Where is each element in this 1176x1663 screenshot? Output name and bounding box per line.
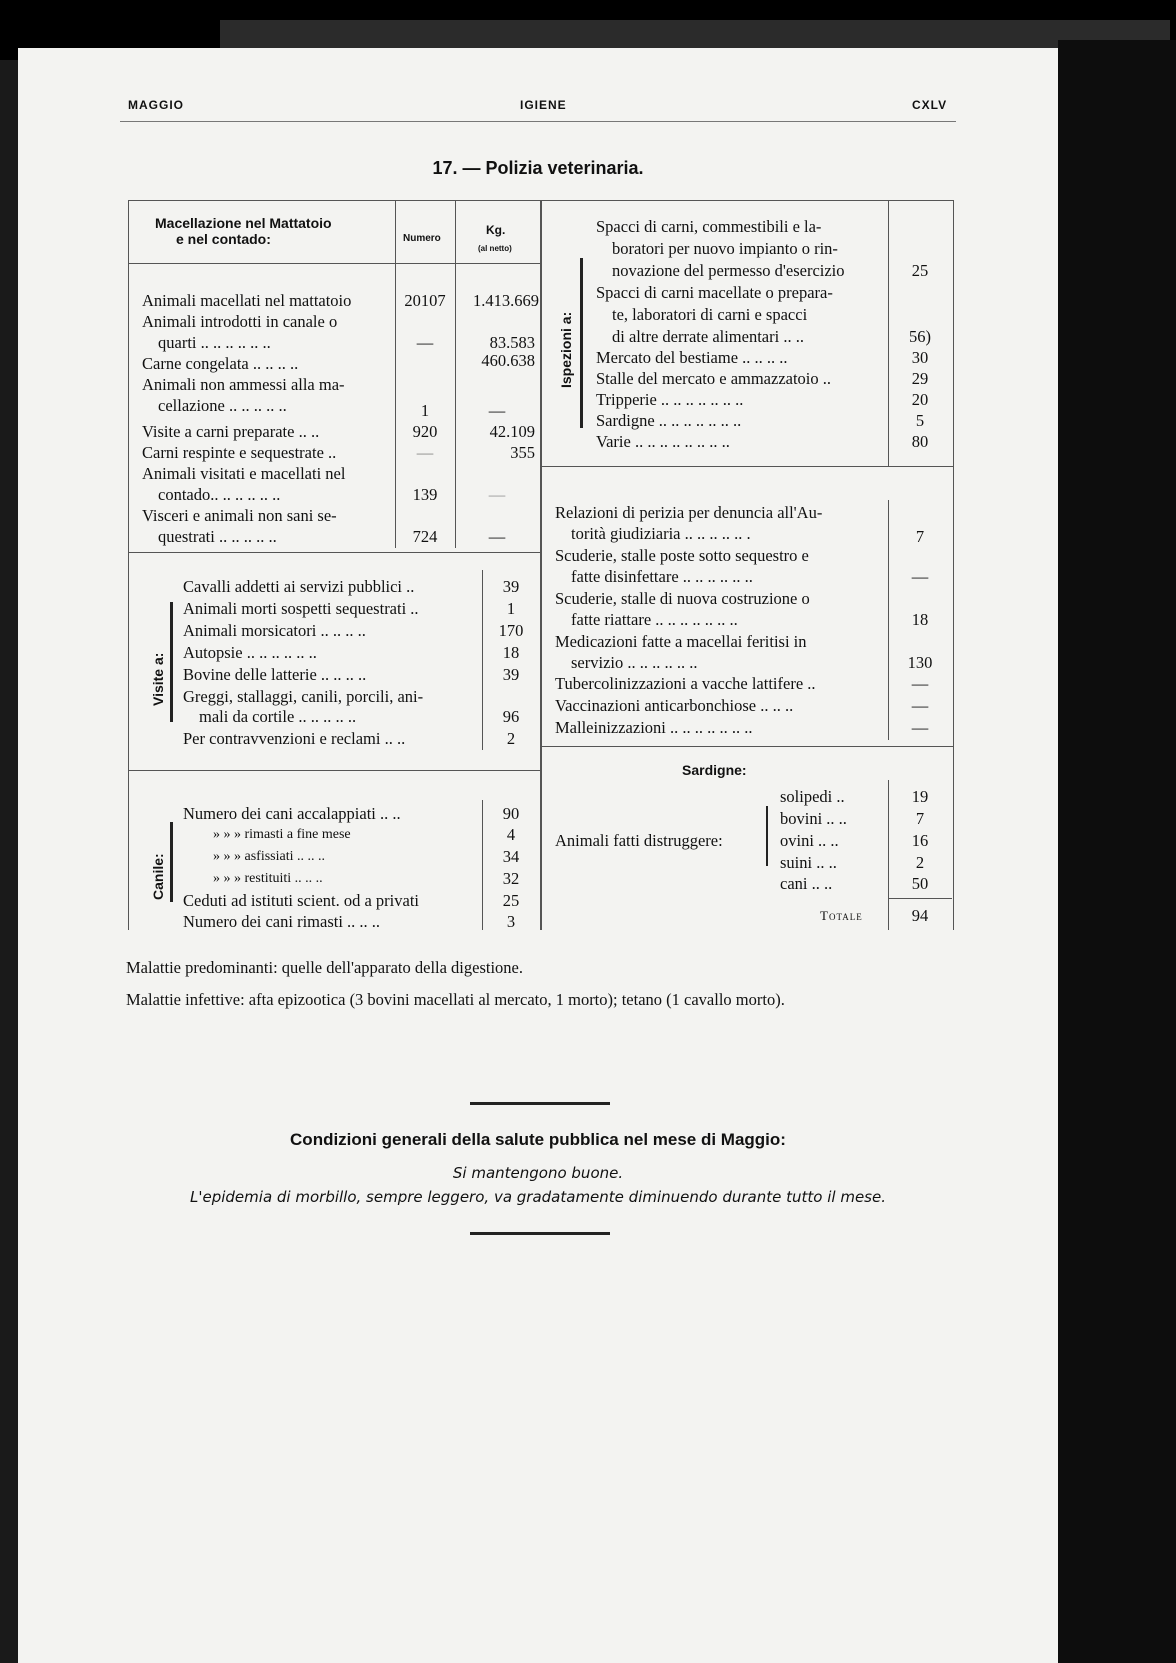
relazioni-row-label: fatte disinfettare .. .. .. .. .. .. (571, 567, 753, 586)
canile-row-value: 25 (502, 891, 520, 910)
canile-row-label: » » » rimasti a fine mese (213, 827, 351, 842)
malattie-predominanti: Malattie predominanti: quelle dell'apparato della digestione. (126, 958, 524, 977)
ispezioni-row-label: Tripperie .. .. .. .. .. .. .. (596, 390, 744, 409)
relazioni-row-label: servizio .. .. .. .. .. .. (571, 653, 698, 672)
canile-row-value: 4 (506, 825, 516, 844)
macellazione-row-label: cellazione .. .. .. .. .. (158, 396, 287, 415)
macellazione-row-numero: 920 (412, 422, 438, 441)
ispezioni-row-label: Spacci di carni macellate o prepara- (596, 283, 833, 302)
canile-vertical-label: Canile: (150, 853, 166, 900)
macellazione-row-label: Carne congelata .. .. .. .. (142, 354, 299, 373)
macellazione-row-numero: 20107 (404, 291, 446, 310)
relazioni-row-label: Scuderie, stalle di nuova costruzione o (555, 589, 810, 608)
visite-row-value: 96 (502, 707, 520, 726)
relazioni-row-label: fatte riattare .. .. .. .. .. .. .. (571, 610, 738, 629)
col-kg-header: Kg. (486, 223, 506, 237)
macellazione-row-numero: 139 (412, 485, 438, 504)
visite-row-label: Animali morti sospetti sequestrati .. (183, 599, 419, 618)
canile-row-value: 32 (502, 869, 520, 888)
relazioni-bottom-rule (540, 746, 954, 747)
ispezioni-row-label: Sardigne .. .. .. .. .. .. .. (596, 411, 742, 430)
relazioni-row-label: torità giudiziaria .. .. .. .. .. . (571, 524, 751, 543)
col-numero-header: Numero (403, 233, 441, 244)
relazioni-row-label: Vaccinazioni anticarbonchiose .. .. .. (555, 696, 794, 715)
section-title: 17. — Polizia veterinaria. (432, 158, 644, 178)
sardigne-totale-label: Totale (820, 908, 863, 923)
macellazione-row-kg: — (488, 485, 506, 504)
relazioni-row-value: — (911, 718, 929, 737)
col-kg-subheader: (al netto) (478, 244, 512, 253)
ispezioni-row-label: Mercato del bestiame .. .. .. .. (596, 348, 788, 367)
macellazione-bottom-rule (128, 552, 540, 553)
ispezioni-row-label: novazione del permesso d'esercizio (612, 261, 845, 280)
ispezioni-row-value: 5 (915, 411, 925, 430)
sardigne-row-label: bovini .. .. (780, 809, 847, 828)
canile-row-label: Ceduti ad istituti scient. od a privati (183, 891, 420, 910)
canile-row-label: Numero dei cani accalappiati .. .. (183, 804, 401, 823)
visite-row-label: Bovine delle latterie .. .. .. .. (183, 665, 367, 684)
macellazione-row-label: questrati .. .. .. .. .. (158, 527, 277, 546)
visite-row-value: 2 (506, 729, 516, 748)
macellazione-row-label: Animali visitati e macellati nel (142, 464, 346, 483)
macellazione-header-line2: e nel contado: (176, 231, 271, 247)
sardigne-total-rule (888, 898, 952, 899)
ispezioni-vertical-label: Ispezioni a: (558, 311, 574, 388)
relazioni-row-label: Tubercolinizzazioni a vacche lattifere .. (555, 674, 816, 693)
canile-row-value: 90 (502, 804, 520, 823)
relazioni-row-value: — (911, 674, 929, 693)
macellazione-row-kg: 83.583 (489, 333, 535, 352)
macellazione-row-kg: — (488, 401, 506, 420)
visite-row-label: Cavalli addetti ai servizi pubblici .. (183, 577, 415, 596)
ispezioni-row-value: 56) (909, 327, 931, 346)
ispezioni-brace (580, 258, 583, 428)
scan-border-right (1058, 40, 1176, 1663)
visite-row-value: 170 (498, 621, 524, 640)
sardigne-lead: Animali fatti distruggere: (555, 831, 723, 850)
macellazione-row-kg: — (488, 527, 506, 546)
table-right-rule (953, 200, 954, 930)
macellazione-row-kg: 1.413.669 (473, 291, 539, 310)
ispezioni-row-label: di altre derrate alimentari .. .. (612, 327, 804, 346)
sardigne-row-label: suini .. .. (780, 853, 837, 872)
macellazione-row-numero: — (416, 443, 434, 462)
visite-row-value: 39 (502, 577, 520, 596)
macellazione-row-kg: 460.638 (481, 351, 535, 370)
macellazione-row-numero: 1 (420, 401, 430, 420)
scan-shadow-top (220, 20, 1170, 50)
macellazione-row-label: quarti .. .. .. .. .. .. (158, 333, 271, 352)
visite-row-value: 1 (506, 599, 516, 618)
macellazione-row-label: Animali non ammessi alla ma- (142, 375, 345, 394)
sardigne-row-value: 50 (911, 874, 929, 893)
visite-row-label: Greggi, stallaggi, canili, porcili, ani- (183, 687, 424, 706)
sardigne-row-label: solipedi .. (780, 787, 845, 806)
ispezioni-row-value: 20 (911, 390, 929, 409)
ispezioni-row-label: boratori per nuovo impianto o rin- (612, 239, 838, 258)
macellazione-row-label: Visite a carni preparate .. .. (142, 422, 320, 441)
ispezioni-bottom-rule (540, 466, 954, 467)
relazioni-row-label: Scuderie, stalle poste sotto sequestro e (555, 546, 809, 565)
ispezioni-row-value: 30 (911, 348, 929, 367)
running-head-center: IGIENE (520, 98, 567, 112)
condizioni-line1: Si mantengono buone. (452, 1164, 624, 1182)
macellazione-row-label: Visceri e animali non sani se- (142, 506, 337, 525)
macellazione-row-numero: 724 (412, 527, 438, 546)
relazioni-row-value: 18 (911, 610, 929, 629)
visite-row-label: Animali morsicatori .. .. .. .. (183, 621, 366, 640)
sardigne-row-value: 2 (915, 853, 925, 872)
visite-vertical-label: Visite a: (150, 652, 166, 706)
visite-row-label: Per contravvenzioni e reclami .. .. (183, 729, 406, 748)
macellazione-row-kg: 42.109 (489, 422, 535, 441)
visite-row-value: 39 (502, 665, 520, 684)
sardigne-row-label: ovini .. .. (780, 831, 839, 850)
ispezioni-row-label: Spacci di carni, commestibili e la- (596, 217, 822, 236)
canile-row-value: 34 (502, 847, 520, 866)
table-left-rule (128, 200, 129, 930)
relazioni-row-value: — (911, 696, 929, 715)
visite-row-label: mali da cortile .. .. .. .. .. (199, 707, 357, 726)
canile-row-label: » » » asfissiati .. .. .. (213, 849, 325, 864)
sardigne-brace (766, 806, 768, 866)
canile-row-value: 3 (506, 912, 516, 931)
macellazione-row-numero: — (416, 333, 434, 352)
sardigne-totale-value: 94 (911, 906, 929, 925)
separator-rule-bottom (470, 1232, 610, 1235)
relazioni-row-value: — (911, 567, 929, 586)
visite-row-label: Autopsie .. .. .. .. .. .. (183, 643, 317, 662)
sardigne-title: Sardigne: (682, 762, 747, 778)
running-head-left: MAGGIO (128, 98, 184, 112)
running-head-right: CXLV (912, 98, 948, 112)
visite-bottom-rule (128, 770, 540, 771)
canile-row-label: » » » restituiti .. .. .. (213, 871, 323, 886)
sardigne-row-label: cani .. .. (780, 874, 833, 893)
macellazione-header-rule (128, 263, 540, 264)
ispezioni-row-label: Stalle del mercato e ammazzatoio .. (596, 369, 832, 388)
sardigne-row-value: 7 (915, 809, 925, 828)
ispezioni-row-value: 80 (911, 432, 929, 451)
relazioni-row-label: Malleinizzazioni .. .. .. .. .. .. .. (555, 718, 753, 737)
relazioni-row-value: 7 (915, 527, 925, 546)
macellazione-header-line1: Macellazione nel Mattatoio (155, 215, 332, 231)
relazioni-row-label: Medicazioni fatte a macellai feritisi in (555, 632, 807, 651)
condizioni-line2: L'epidemia di morbillo, sempre leggero, va gradatamente diminuendo durante tutto il mese. (190, 1188, 886, 1206)
canile-row-label: Numero dei cani rimasti .. .. .. (183, 912, 381, 931)
scan-border-left (0, 60, 18, 1663)
relazioni-row-value: 130 (907, 653, 933, 672)
macellazione-row-label: Carni respinte e sequestrate .. (142, 443, 337, 462)
condizioni-title: Condizioni generali della salute pubblica nel mese di Maggio: (290, 1130, 786, 1149)
macellazione-row-label: Animali macellati nel mattatoio (142, 291, 352, 310)
ispezioni-row-label: Varie .. .. .. .. .. .. .. .. (596, 432, 730, 451)
separator-rule-top (470, 1102, 610, 1105)
visite-row-value: 18 (502, 643, 520, 662)
macellazione-row-kg: 355 (510, 443, 535, 462)
malattie-infettive: Malattie infettive: afta epizootica (3 bovini macellati al mercato, 1 morto); tetano (1 cavallo morto). (126, 990, 785, 1009)
running-head-rule (120, 121, 956, 122)
visite-brace (170, 602, 173, 722)
sardigne-row-value: 19 (911, 787, 929, 806)
macellazione-row-label: contado.. .. .. .. .. .. (158, 485, 281, 504)
relazioni-row-label: Relazioni di perizia per denuncia all'Au- (555, 503, 823, 522)
canile-brace (170, 822, 173, 902)
macellazione-row-label: Animali introdotti in canale o (142, 312, 338, 331)
ispezioni-row-value: 25 (911, 261, 929, 280)
sardigne-row-value: 16 (911, 831, 929, 850)
ispezioni-row-value: 29 (911, 369, 929, 388)
ispezioni-row-label: te, laboratori di carni e spacci (612, 305, 808, 324)
